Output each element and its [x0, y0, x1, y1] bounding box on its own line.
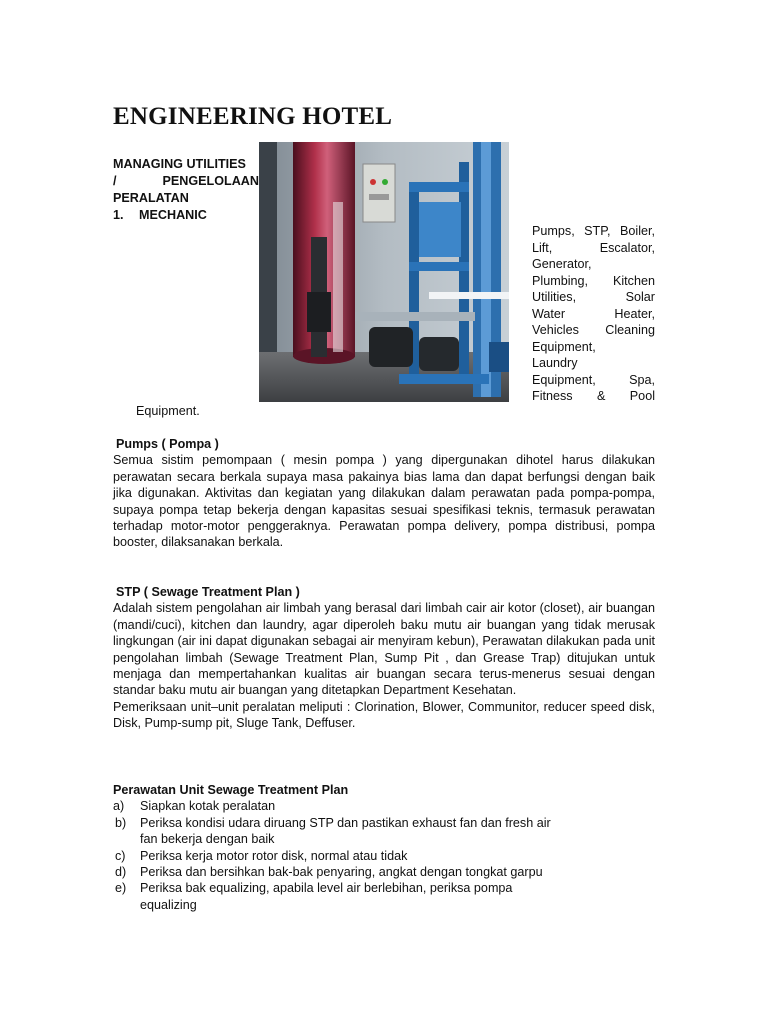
equipment-line: Equipment,: [532, 339, 596, 354]
equipment-line: Equipment, Spa,: [532, 372, 655, 387]
list-item: [113, 798, 553, 814]
equipment-line: Water Heater,: [532, 306, 655, 321]
stp-heading: STP ( Sewage Treatment Plan ): [116, 585, 300, 599]
list-item-text: Siapkan kotak peralatan: [140, 799, 276, 814]
list-item-text: Periksa bak equalizing, apabila level air berlebihan, periksa pompa equalizing: [140, 881, 513, 912]
equipment-list-tail: Equipment.: [136, 404, 200, 418]
equipment-line: Utilities, Solar: [532, 290, 655, 304]
stp-inspection-paragraph: Pemeriksaan unit–unit peralatan meliputi : Clorination, Blower, Communitor, reducer speed disk, Disk, Pump-sump pit, Sluge Tank, Deffuser.: [113, 699, 655, 731]
stp-care-heading: Perawatan Unit Sewage Treatment Plan: [113, 783, 349, 797]
list-item-text: Periksa dan bersihkan bak-bak penyaring, angkat dengan tongkat garpu: [140, 865, 543, 880]
equipment-line: Vehicles Cleaning: [532, 323, 655, 337]
list-item-text: Periksa kerja motor rotor disk, normal atau tidak: [140, 848, 408, 863]
list-marker: d): [115, 865, 127, 880]
list-marker: a): [113, 799, 125, 814]
intro-item-number: 1.: [113, 208, 124, 222]
stp-care-list: [113, 798, 553, 913]
list-item: [113, 864, 553, 880]
intro-line-3: PERALATAN: [113, 191, 189, 205]
list-marker: b): [115, 815, 127, 830]
equipment-list: [532, 223, 655, 405]
stp-section: [113, 584, 655, 732]
stp-paragraph: Adalah sistem pengolahan air limbah yang berasal dari limbah cair air kotor (closet), air buangan (mandi/cuci), kitchen dan laundry, agar diperoleh baku mutu air buangan yang tidak merusak lingkungan (air ini dapat digunakan sebagai air menyiram kebun), Perawatan dilakukan pada unit pengolahan limbah (Sewage Treatment Plan, Sump Pit , dan Grease Trap) ditujukan untuk menjaga dan mempertahankan kualitas air buangan secara terus-menerus sesuai dengan standar baku mutu air buangan yang ditetapkan Department Kesehatan.: [113, 601, 655, 698]
list-item: [113, 848, 553, 864]
equipment-line: Laundry: [532, 356, 578, 370]
list-item: [113, 880, 553, 913]
pumps-paragraph: Semua sistim pemompaan ( mesin pompa ) yang dipergunakan dihotel harus dilakukan perawatan secara berkala supaya masa pakainya bias lama dan dapat berfungsi dengan baik jika digunakan. Aktivitas dan kegiatan yang dilakukan dalam perawatan pada pompa-pompa, supaya pompa tetap bekerja dengan kapasitas sesuai spesifikasi teknis, termasuk perawatan terhadap motor-motor penggeraknya. Perawatan pompa delivery, pompa distribusi, pompa booster, dilaksanakan berkala.: [113, 453, 655, 550]
list-marker: e): [115, 881, 127, 896]
intro-block: [113, 156, 259, 224]
document-title: ENGINEERING HOTEL: [113, 103, 393, 130]
stp-care-section: [113, 782, 553, 913]
pumps-heading: Pumps ( Pompa ): [116, 437, 219, 451]
list-item-text: Periksa kondisi udara diruang STP dan pastikan exhaust fan dan fresh air fan bekerja dengan baik: [140, 815, 551, 847]
equipment-line: Fitness & Pool: [532, 389, 655, 403]
equipment-line: Pumps, STP, Boiler,: [532, 224, 655, 238]
intro-line-1: MANAGING UTILITIES: [113, 157, 246, 171]
pumps-section: [113, 436, 655, 551]
list-item: [113, 815, 553, 848]
list-marker: c): [115, 848, 126, 863]
equipment-line: Plumbing, Kitchen: [532, 273, 655, 288]
equipment-line: Generator,: [532, 257, 592, 271]
intro-line-2-word: PENGELOLAAN: [162, 174, 259, 188]
intro-line-2-slash: /: [113, 174, 117, 188]
intro-item-label: MECHANIC: [139, 208, 207, 222]
equipment-line: Lift, Escalator,: [532, 240, 655, 255]
pump-room-photo: [259, 142, 509, 402]
